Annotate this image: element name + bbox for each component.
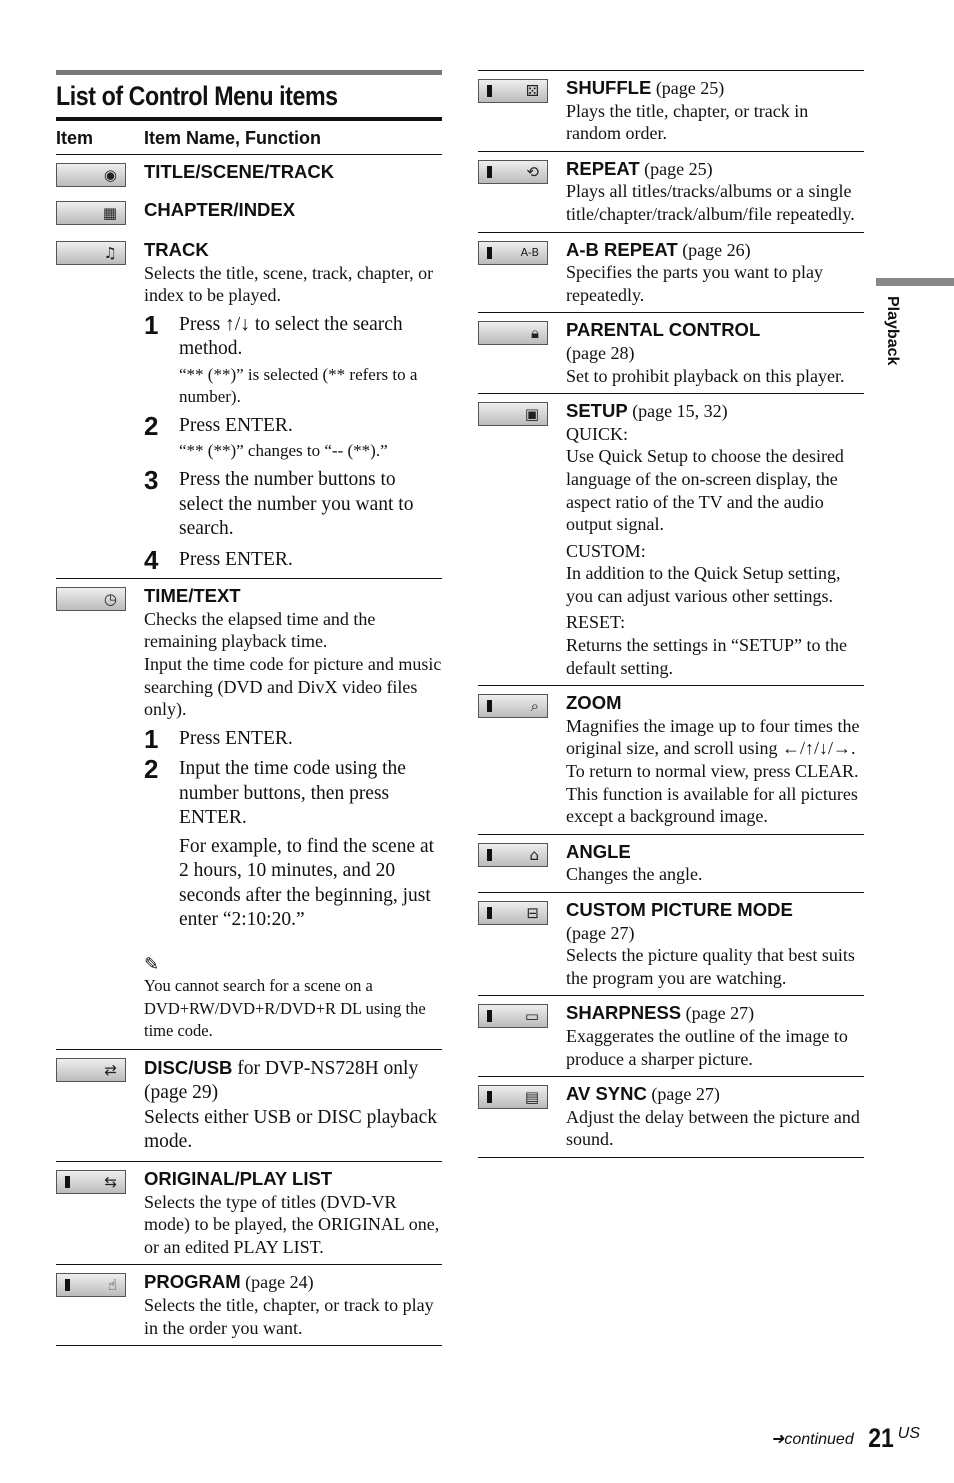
continued-label bbox=[771, 1429, 854, 1449]
item-name: REPEAT bbox=[566, 157, 640, 179]
header-function: Item Name, Function bbox=[144, 128, 322, 148]
clock-icon: ◷ bbox=[56, 587, 126, 611]
continued-text: continued bbox=[784, 1431, 854, 1448]
header-item: Item bbox=[56, 128, 94, 148]
item-name: TIME/TEXT bbox=[144, 585, 241, 607]
ab-repeat-icon: A-B bbox=[478, 241, 548, 265]
clapper-icon: ▦ bbox=[56, 201, 126, 225]
item-name: CHAPTER/INDEX bbox=[144, 199, 296, 220]
step-number: 2 bbox=[144, 410, 159, 441]
item-description: Changes the angle. bbox=[566, 864, 703, 885]
item-page: (page 15, 32) bbox=[627, 401, 728, 422]
disc-usb-icon: ⇄ bbox=[56, 1058, 126, 1082]
toolbox-icon: ▣ bbox=[478, 402, 548, 426]
left-column bbox=[56, 70, 442, 1346]
item-name: A-B REPEAT bbox=[566, 238, 678, 260]
table-row-av-sync bbox=[478, 1077, 864, 1158]
item-page: (page 27) bbox=[646, 1084, 720, 1105]
setup-reset-label: RESET: bbox=[566, 612, 626, 633]
step-text: Press the number buttons to select the number you want to search. bbox=[179, 469, 414, 540]
item-name: PARENTAL CONTROL bbox=[566, 319, 761, 341]
item-name: PROGRAM bbox=[144, 1271, 241, 1293]
step-number: 4 bbox=[144, 544, 159, 575]
item-page: (page 26) bbox=[677, 239, 751, 260]
table-row-disc-usb bbox=[56, 1050, 442, 1162]
step-number: 3 bbox=[144, 465, 159, 496]
shuffle-icon: ⚄ bbox=[478, 79, 548, 103]
item-description-3: This function is available for all pictures except a background image. bbox=[566, 783, 858, 827]
item-description: Plays all titles/tracks/albums or a single title/chapter/track/album/file repeatedly. bbox=[566, 181, 855, 224]
setup-custom-text: In addition to the Quick Setup setting, you can adjust various other settings. bbox=[566, 563, 841, 606]
item-description-2: Input the time code for picture and music searching (DVD and DivX video files only). bbox=[144, 654, 442, 720]
item-description: Plays the title, chapter, or track in random order. bbox=[566, 100, 809, 144]
step-text: Press ENTER. bbox=[179, 414, 293, 436]
repeat-icon: ⟲ bbox=[478, 160, 548, 184]
program-icon: ☝ bbox=[56, 1273, 126, 1297]
table-row-setup bbox=[478, 394, 864, 686]
item-description: Exaggerates the outline of the image to produce a sharper picture. bbox=[566, 1025, 848, 1069]
setup-reset-text: Returns the settings in “SETUP” to the default setting. bbox=[566, 635, 847, 678]
item-page: (page 24) bbox=[240, 1272, 314, 1293]
table-row-track bbox=[56, 225, 442, 579]
item-page: (page 28) bbox=[566, 342, 635, 363]
table-row-ab-repeat bbox=[478, 233, 864, 314]
step bbox=[144, 309, 442, 408]
item-description: Selects the title, chapter, or track to play in the order you want. bbox=[144, 1294, 434, 1338]
item-description: Selects either USB or DISC playback mode. bbox=[144, 1106, 437, 1153]
page-footer bbox=[771, 1423, 920, 1454]
step-number: 2 bbox=[144, 754, 159, 785]
item-page: (page 27) bbox=[681, 1003, 755, 1024]
lock-icon: 🔒︎ bbox=[478, 321, 548, 345]
table-row-time-text bbox=[56, 579, 442, 1050]
magnifier-icon: ⌕ bbox=[478, 694, 548, 718]
camera-icon: ⌂ bbox=[478, 843, 548, 867]
table-row-chapter-index bbox=[56, 187, 442, 225]
setup-custom-label: CUSTOM: bbox=[566, 540, 646, 561]
item-description: Checks the elapsed time and the remaining playback time. bbox=[144, 608, 376, 652]
hint-icon: ✎ bbox=[144, 953, 160, 974]
section-tab-label: Playback bbox=[884, 296, 901, 366]
table-row-zoom bbox=[478, 686, 864, 835]
page-title: List of Control Menu items bbox=[56, 81, 338, 111]
step bbox=[144, 754, 442, 933]
picture-mode-icon: ⊟ bbox=[478, 901, 548, 925]
step-number: 1 bbox=[144, 309, 159, 340]
step-text: Press ENTER. bbox=[179, 548, 293, 570]
music-note-icon: ♫ bbox=[56, 241, 126, 265]
step-note: “** (**)” changes to “-- (**).” bbox=[179, 441, 388, 461]
item-name: CUSTOM PICTURE MODE bbox=[566, 899, 793, 920]
av-sync-icon: ▤ bbox=[478, 1085, 548, 1109]
step bbox=[144, 723, 442, 754]
item-page: (page 27) bbox=[566, 922, 635, 943]
item-description: Selects the type of titles (DVD-VR mode) to be played, the ORIGINAL one, or an edited PLAY LIST. bbox=[144, 1191, 440, 1257]
item-description: Selects the title, scene, track, chapter, or index to be played. bbox=[144, 262, 434, 306]
step bbox=[144, 410, 442, 463]
setup-quick-text: Use Quick Setup to choose the desired language of the on-screen display, the aspect ratio of the TV and the audio output signal. bbox=[566, 446, 844, 535]
table-row-title-scene-track bbox=[56, 155, 442, 187]
table-row-original-play-list bbox=[56, 1162, 442, 1265]
item-description: Set to prohibit playback on this player. bbox=[566, 365, 845, 386]
table-row-shuffle bbox=[478, 70, 864, 152]
item-page: (page 25) bbox=[651, 78, 725, 98]
item-description: Selects the picture quality that best suits the program you are watching. bbox=[566, 945, 855, 988]
setup-quick-label: QUICK: bbox=[566, 423, 628, 444]
playlist-icon: ⇆ bbox=[56, 1170, 126, 1194]
step-text: Press ENTER. bbox=[179, 727, 293, 749]
item-description: Specifies the parts you want to play repeatedly. bbox=[566, 262, 823, 305]
step bbox=[144, 544, 442, 575]
step-number: 1 bbox=[144, 723, 159, 754]
sharpness-icon: ▭ bbox=[478, 1004, 548, 1028]
step-note: “** (**)” is selected (** refers to a number). bbox=[179, 364, 418, 406]
table-row-parental-control bbox=[478, 313, 864, 394]
table-row-custom-picture-mode bbox=[478, 893, 864, 996]
table-row-sharpness bbox=[478, 996, 864, 1077]
item-name: ZOOM bbox=[566, 692, 622, 714]
section-tab-bar bbox=[876, 278, 954, 286]
item-name: SETUP bbox=[566, 400, 628, 422]
right-column bbox=[478, 70, 864, 1158]
page-number: 21 bbox=[867, 1423, 894, 1453]
item-name: SHUFFLE bbox=[566, 77, 652, 98]
item-name: ANGLE bbox=[566, 840, 631, 862]
page-suffix: US bbox=[897, 1425, 920, 1442]
title-top-rule bbox=[56, 70, 442, 75]
arrow-right-icon: ➜ bbox=[770, 1431, 785, 1448]
table-row-repeat bbox=[478, 152, 864, 233]
step bbox=[144, 465, 442, 542]
item-description: Magnifies the image up to four times the original size, and scroll using ←/↑/↓/→. bbox=[566, 715, 860, 759]
table-row-angle bbox=[478, 835, 864, 893]
hint-text: You cannot search for a scene on a DVD+RW/DVD+R/DVD+R DL using the time code. bbox=[144, 976, 426, 1041]
step-text: Press ↑/↓ to select the search method. bbox=[179, 313, 403, 360]
item-name: DISC/USB bbox=[144, 1056, 233, 1078]
step-note: For example, to find the scene at 2 hours, 10 minutes, and 20 seconds after the beginning, just enter “2:10:20.” bbox=[179, 835, 435, 931]
item-page: for DVP-NS728H only (page 29) bbox=[144, 1057, 419, 1104]
item-page: (page 25) bbox=[639, 158, 713, 179]
title-disc-icon: ◉ bbox=[56, 163, 126, 187]
item-description: Adjust the delay between the picture and sound. bbox=[566, 1106, 860, 1150]
item-name: AV SYNC bbox=[566, 1083, 647, 1105]
item-description-2: To return to normal view, press CLEAR. bbox=[566, 761, 859, 782]
item-name: TITLE/SCENE/TRACK bbox=[144, 161, 335, 182]
table-header bbox=[56, 121, 442, 155]
item-name: ORIGINAL/PLAY LIST bbox=[144, 1167, 333, 1189]
item-name: TRACK bbox=[144, 239, 209, 260]
step-text: Input the time code using the number buttons, then press ENTER. bbox=[179, 758, 406, 829]
item-name: SHARPNESS bbox=[566, 1002, 682, 1024]
table-row-program bbox=[56, 1265, 442, 1346]
